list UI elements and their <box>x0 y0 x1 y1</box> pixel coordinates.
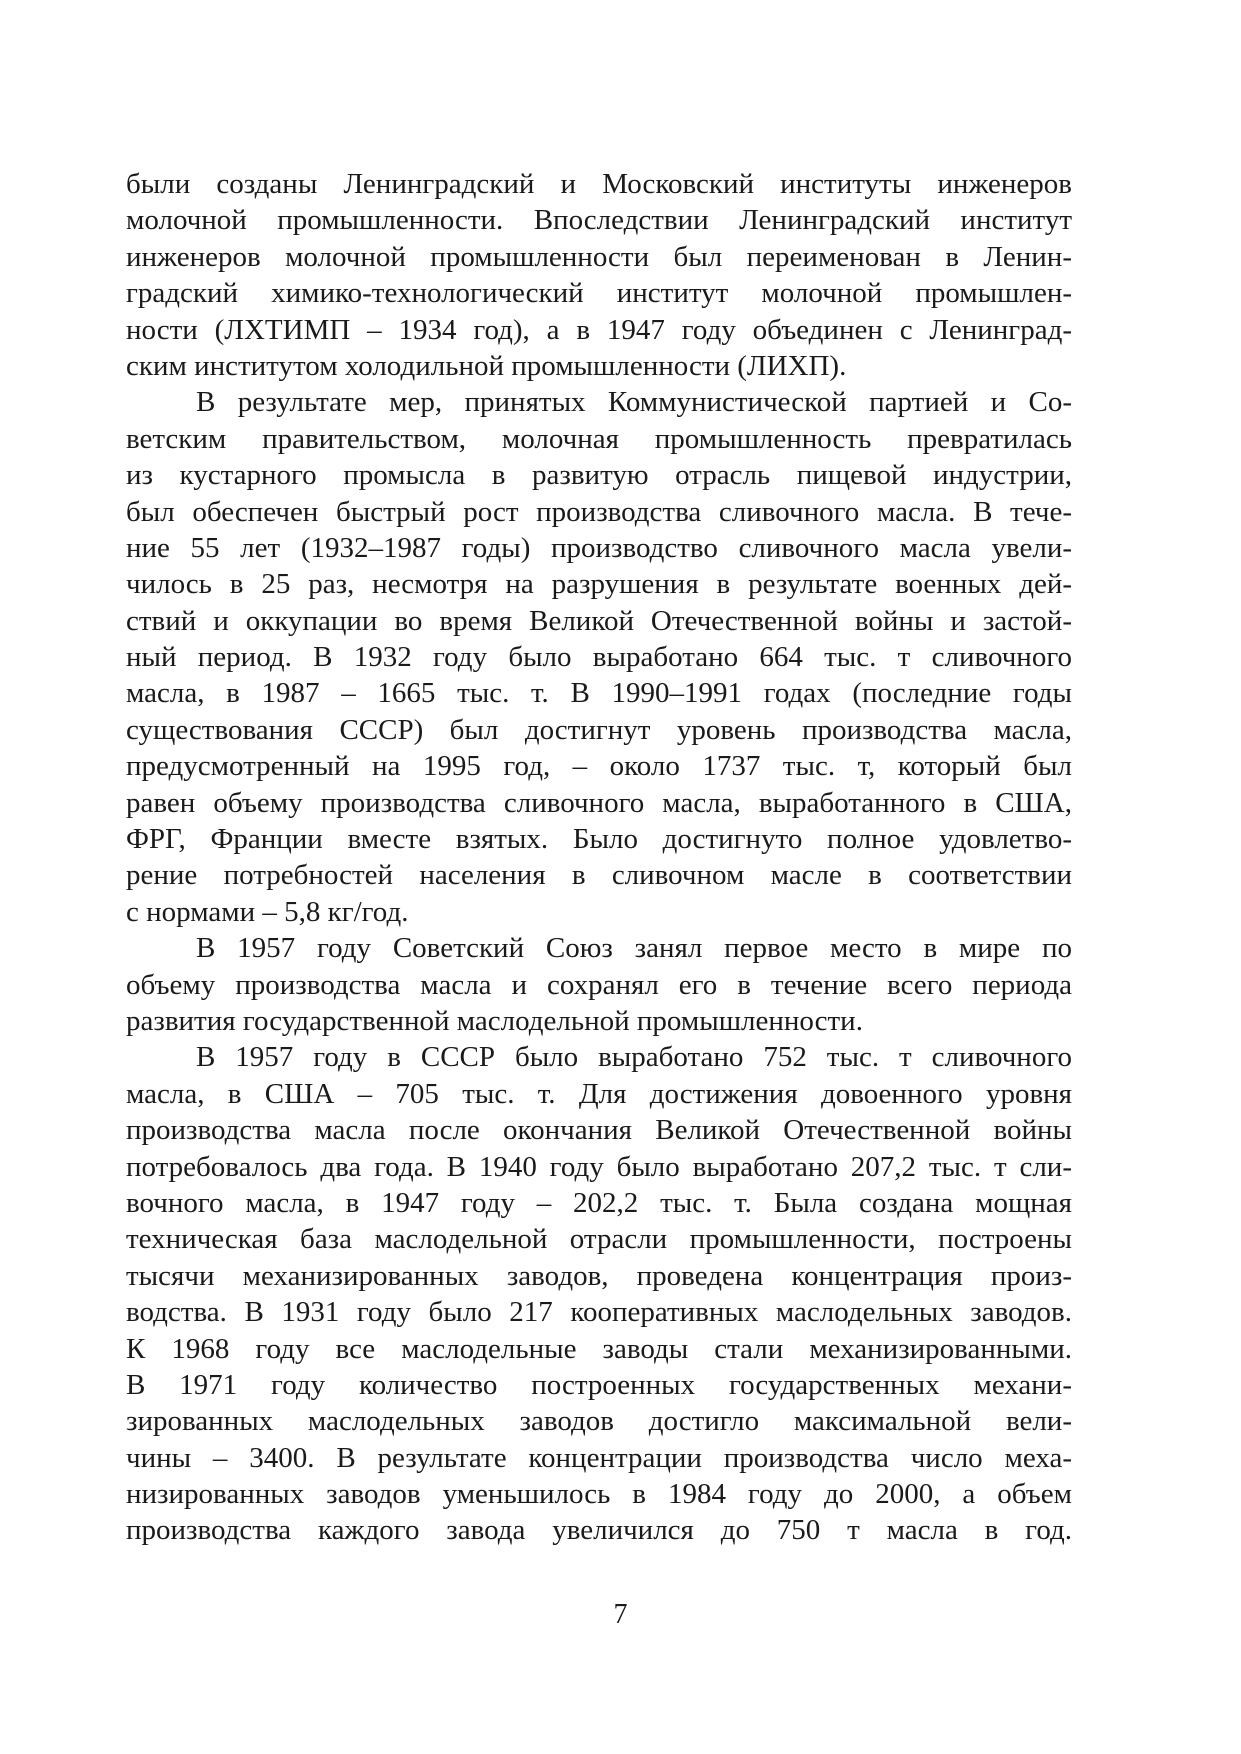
text-line: водства. В 1931 году было 217 кооперативных маслодельных заводов. <box>126 1296 1072 1329</box>
text-line: были созданы Ленинградский и Московский институты инженеров <box>126 168 1072 200</box>
text-line: ный период. В 1932 году было выработано 664 тыс. т сливочного <box>126 641 1072 674</box>
text-line: масла, в 1987 – 1665 тыс. т. В 1990–1991 годах (последние годы <box>126 677 1072 710</box>
page-number: 7 <box>613 1599 628 1630</box>
text-line: ние 55 лет (1932–1987 годы) производство сливочного масла увели- <box>126 531 1072 564</box>
text-line: предусмотренный на 1995 год, – около 1737 тыс. т, который был <box>126 750 1072 783</box>
text-line: масла, в США – 705 тыс. т. Для достижения довоенного уровня <box>126 1077 1072 1110</box>
text-line: ности (ЛХТИМП – 1934 год), а в 1947 году объединен с Ленинград- <box>126 313 1072 346</box>
text-line: тысячи механизированных заводов, проведена концентрация произ- <box>126 1259 1072 1292</box>
text-line: с нормами – 5,8 кг/год. <box>126 895 409 928</box>
text-line: зированных маслодельных заводов достигло максимальной вели- <box>126 1405 1072 1438</box>
text-line: К 1968 году все маслодельные заводы стали механизированными. <box>126 1332 1072 1365</box>
text-line: равен объему производства сливочного масла, выработанного в США, <box>126 786 1072 819</box>
text-line: ФРГ, Франции вместе взятых. Было достигнуто полное удовлетво- <box>126 823 1072 856</box>
text-line: был обеспечен быстрый рост производства сливочного масла. В тече- <box>126 495 1072 528</box>
text-line: низированных заводов уменьшилось в 1984 году до 2000, а объем <box>126 1478 1072 1511</box>
text-line: ветским правительством, молочная промышленность превратилась <box>126 422 1072 455</box>
paragraph-production-stats <box>126 1039 1072 1548</box>
text-line: производства масла после окончания Великой Отечественной войны <box>126 1114 1072 1147</box>
text-line: потребовалось два года. В 1940 году было выработано 207,2 тыс. т сли- <box>126 1150 1072 1183</box>
text-line: В 1957 году Советский Союз занял первое место в мире по <box>196 932 1072 965</box>
text-line: В 1971 году количество построенных государственных механи- <box>126 1368 1072 1401</box>
text-line: объему производства масла и сохранял его в течение всего периода <box>126 968 1072 1001</box>
paragraph-industry-growth <box>126 384 1072 930</box>
text-line: инженеров молочной промышленности был переименован в Ленин- <box>126 240 1072 273</box>
text-line: В результате мер, принятых Коммунистической партией и Со- <box>196 386 1072 419</box>
paragraph-institutes <box>126 166 1072 384</box>
paragraph-first-place <box>126 930 1072 1039</box>
text-line: ствий и оккупации во время Великой Отечественной войны и застой- <box>126 604 1072 637</box>
text-line: В 1957 году в СССР было выработано 752 тыс. т сливочного <box>196 1041 1072 1074</box>
text-line: градский химико-технологический институт молочной промышлен- <box>126 277 1072 310</box>
text-line: молочной промышленности. Впоследствии Ленинградский институт <box>126 204 1072 237</box>
text-line: чилось в 25 раз, несмотря на разрушения в результате военных дей- <box>126 568 1072 601</box>
text-line: техническая база маслодельной отрасли промышленности, построены <box>126 1223 1072 1256</box>
text-line: из кустарного промысла в развитую отрасль пищевой индустрии, <box>126 459 1072 492</box>
text-line: существования СССР) был достигнут уровень производства масла, <box>126 713 1072 746</box>
document-body <box>126 166 1072 1549</box>
text-line: рение потребностей населения в сливочном масле в соответствии <box>126 859 1072 892</box>
text-line: вочного масла, в 1947 году – 202,2 тыс. т. Была создана мощная <box>126 1186 1072 1219</box>
text-line: производства каждого завода увеличился до 750 т масла в год. <box>126 1514 1072 1547</box>
text-line: чины – 3400. В результате концентрации производства число меха- <box>126 1441 1072 1474</box>
text-line: ским институтом холодильной промышленности (ЛИХП). <box>126 349 847 382</box>
text-line: развития государственной маслодельной промышленности. <box>126 1004 863 1037</box>
